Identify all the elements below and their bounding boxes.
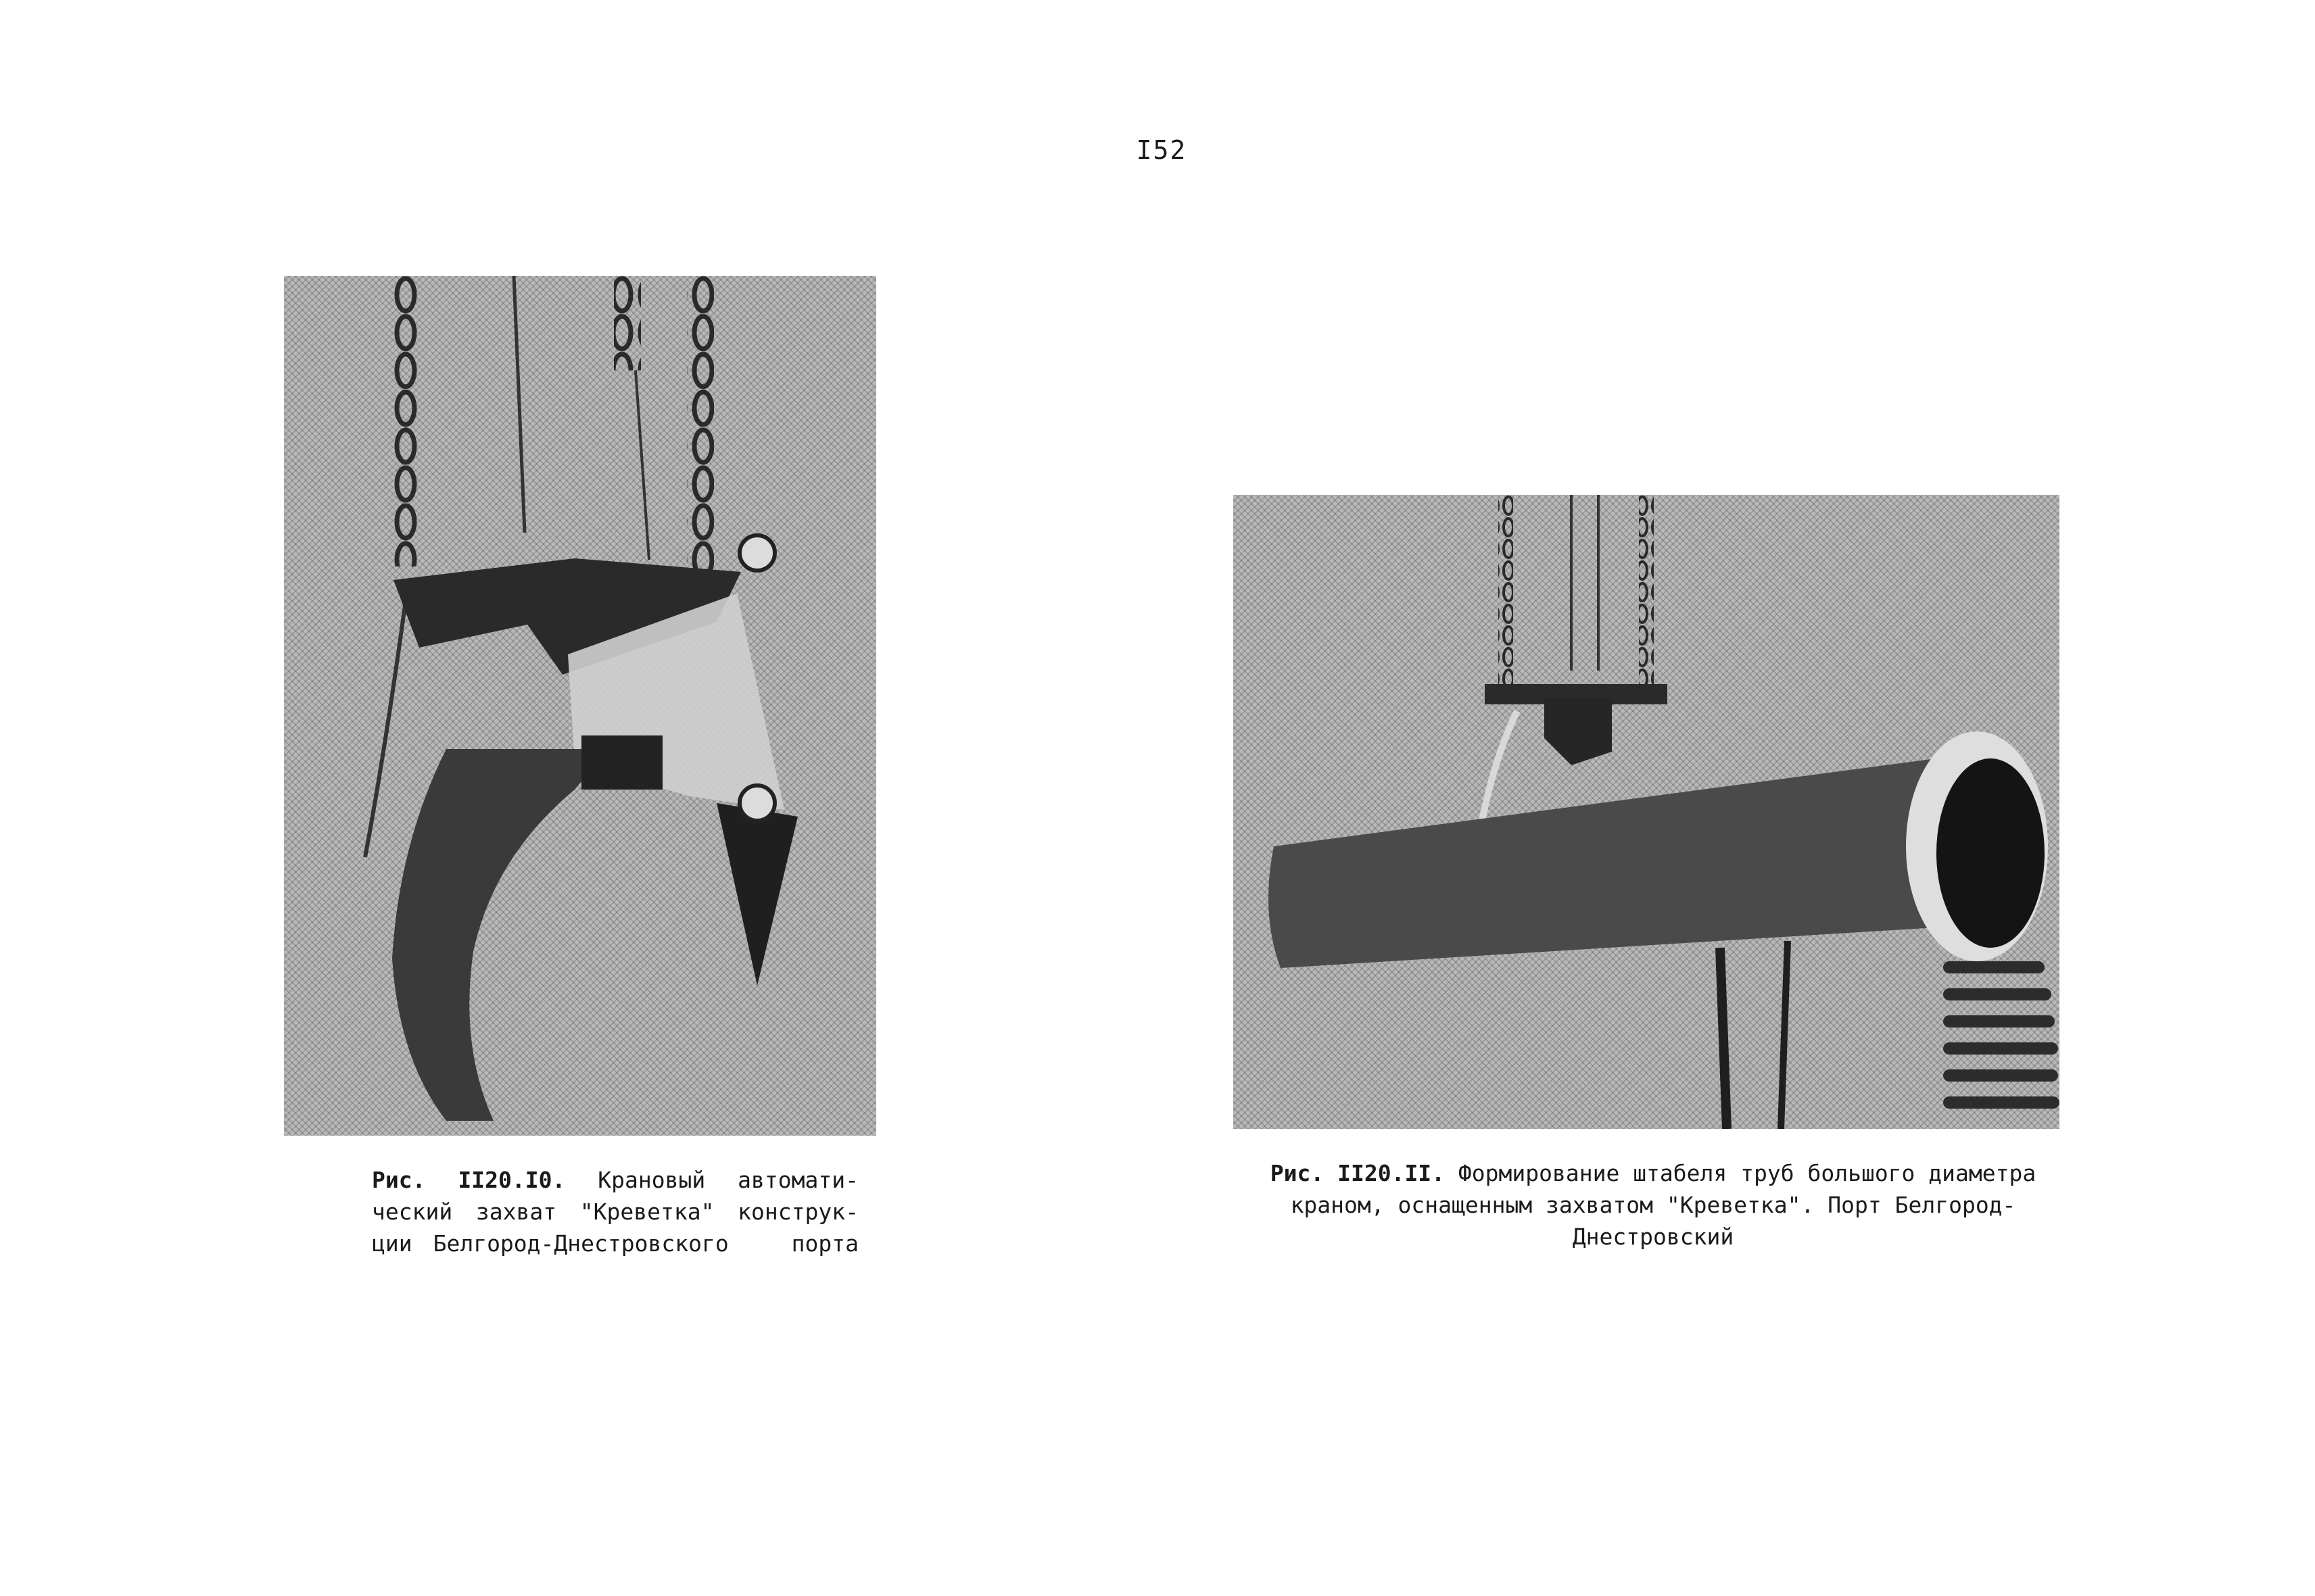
pipe-stacking-illustration [1233, 495, 2059, 1129]
chain-2 [1639, 495, 1654, 691]
photo-crane-grab [284, 276, 876, 1136]
chain-middle [614, 276, 641, 370]
chain-1 [1498, 495, 1513, 691]
caption-text: Формирование штабеля труб большого диаметра [1445, 1160, 2036, 1186]
caption-line [372, 1164, 859, 1196]
caption-line: краном, оснащенным захватом "Креветка". Порт Белгород- [1290, 1192, 2016, 1218]
crane-grab-illustration [284, 276, 876, 1136]
caption-figure-1120-11 [1244, 1157, 2062, 1253]
pipe-body [1268, 758, 1936, 968]
caption-text: Крановый автомати- [565, 1167, 859, 1193]
caption-line [1244, 1157, 2062, 1189]
photo-pipe-stacking [1233, 495, 2059, 1129]
caption-line: ции Белгород-Днестровского порта [372, 1230, 859, 1257]
caption-line: Днестровский [1572, 1224, 1734, 1250]
grab-hook [392, 749, 608, 1121]
caption-line: ческий захват "Креветка" конструк- [372, 1199, 859, 1225]
chain-right [687, 276, 714, 573]
figure-label: Рис. II20.I0. [372, 1167, 566, 1193]
chain-left [393, 276, 421, 566]
figure-label: Рис. II20.II. [1270, 1160, 1446, 1186]
caption-figure-1120-10 [372, 1164, 859, 1259]
page-number: I52 [1136, 135, 1187, 165]
grab-jaw [717, 803, 798, 986]
stacked-pipes [1943, 961, 2059, 1109]
